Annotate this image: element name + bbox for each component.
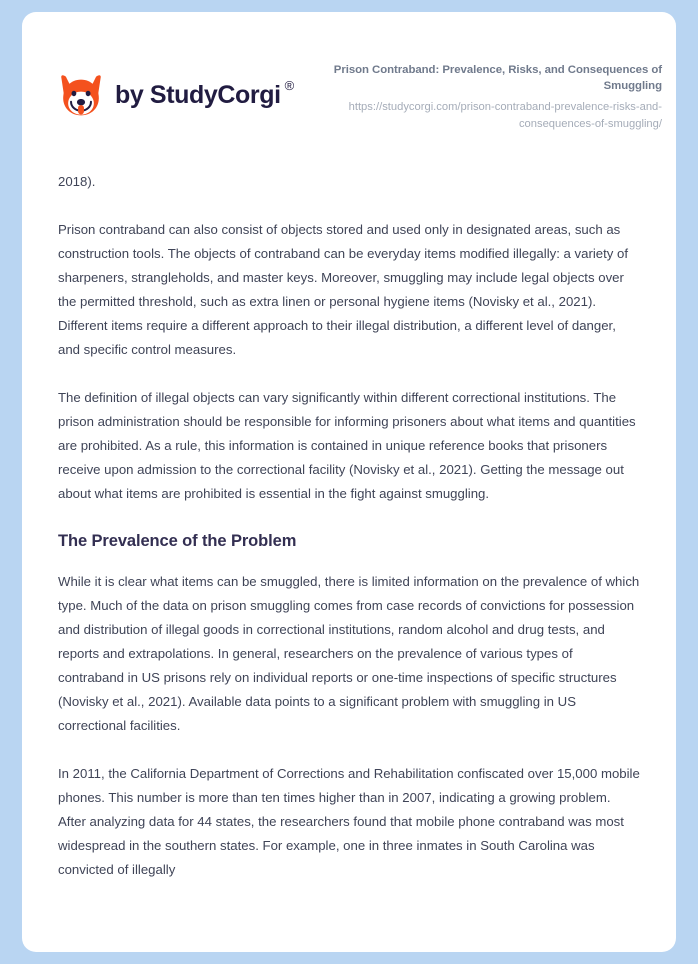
paragraph: 2018).	[58, 173, 96, 189]
brand-logo	[58, 58, 294, 118]
paragraph: While it is clear what items can be smuggled, there is limited information on the prevalence of which type. Much of the data on prison smuggling comes from case records of convictions for possession and distribution of illegal goods in correctional institutions, random alcohol and drug tests, and reports and extrapolations. In general, researchers on the prevalence of various types of contraband in US prisons rely on individual reports or one-time inspections of specific structures (Novisky et al., 2021). Available data points to a significant problem with smuggling in US correctional facilities.	[58, 574, 640, 734]
paragraph: In 2011, the California Department of Corrections and Rehabilitation confiscated over 15,000 mobile phones. This number is more than ten times higher than in 2007, indicating a growing problem. After analyzing data for 44 states, the researchers found that mobile phone contraband was most widespread in the southern states. For example, one in three inmates in South Carolina was convicted of illegally	[58, 766, 640, 878]
paragraph: The definition of illegal objects can vary significantly within different correctional institutions. The prison administration should be responsible for informing prisoners about what items and quantities are prohibited. As a rule, this information is contained in unique reference books that prisoners receive upon admission to the correctional facility (Novisky et al., 2021). Getting the message out about what items are prohibited is essential in the fight against smuggling.	[58, 389, 636, 501]
brand-wordmark	[115, 77, 294, 110]
page-title: Prison Contraband: Prevalence, Risks, and Consequences of Smuggling	[333, 64, 662, 93]
document-meta	[310, 58, 662, 132]
corgi-face-icon	[58, 72, 104, 118]
source-url: https://studycorgi.com/prison-contraband-prevalence-risks-and-consequences-of-smuggling/	[348, 101, 662, 130]
section-heading: The Prevalence of the Problem	[58, 531, 297, 550]
document-page	[22, 12, 676, 952]
brand-name-text: by StudyCorgi	[115, 80, 281, 109]
document-body	[22, 170, 676, 882]
paragraph: Prison contraband can also consist of objects stored and used only in designated areas, such as construction tools. The objects of contraband can be everyday items modified illegally: a variety of sharpeners, strangleholds, and master keys. Moreover, smuggling may include legal objects over the permitted threshold, such as extra linen or personal hygiene items (Novisky et al., 2021). Different items require a different approach to their illegal distribution, a different level of danger, and specific control measures.	[58, 221, 629, 357]
registered-trademark-icon: ®	[284, 77, 294, 93]
document-header	[22, 12, 676, 132]
